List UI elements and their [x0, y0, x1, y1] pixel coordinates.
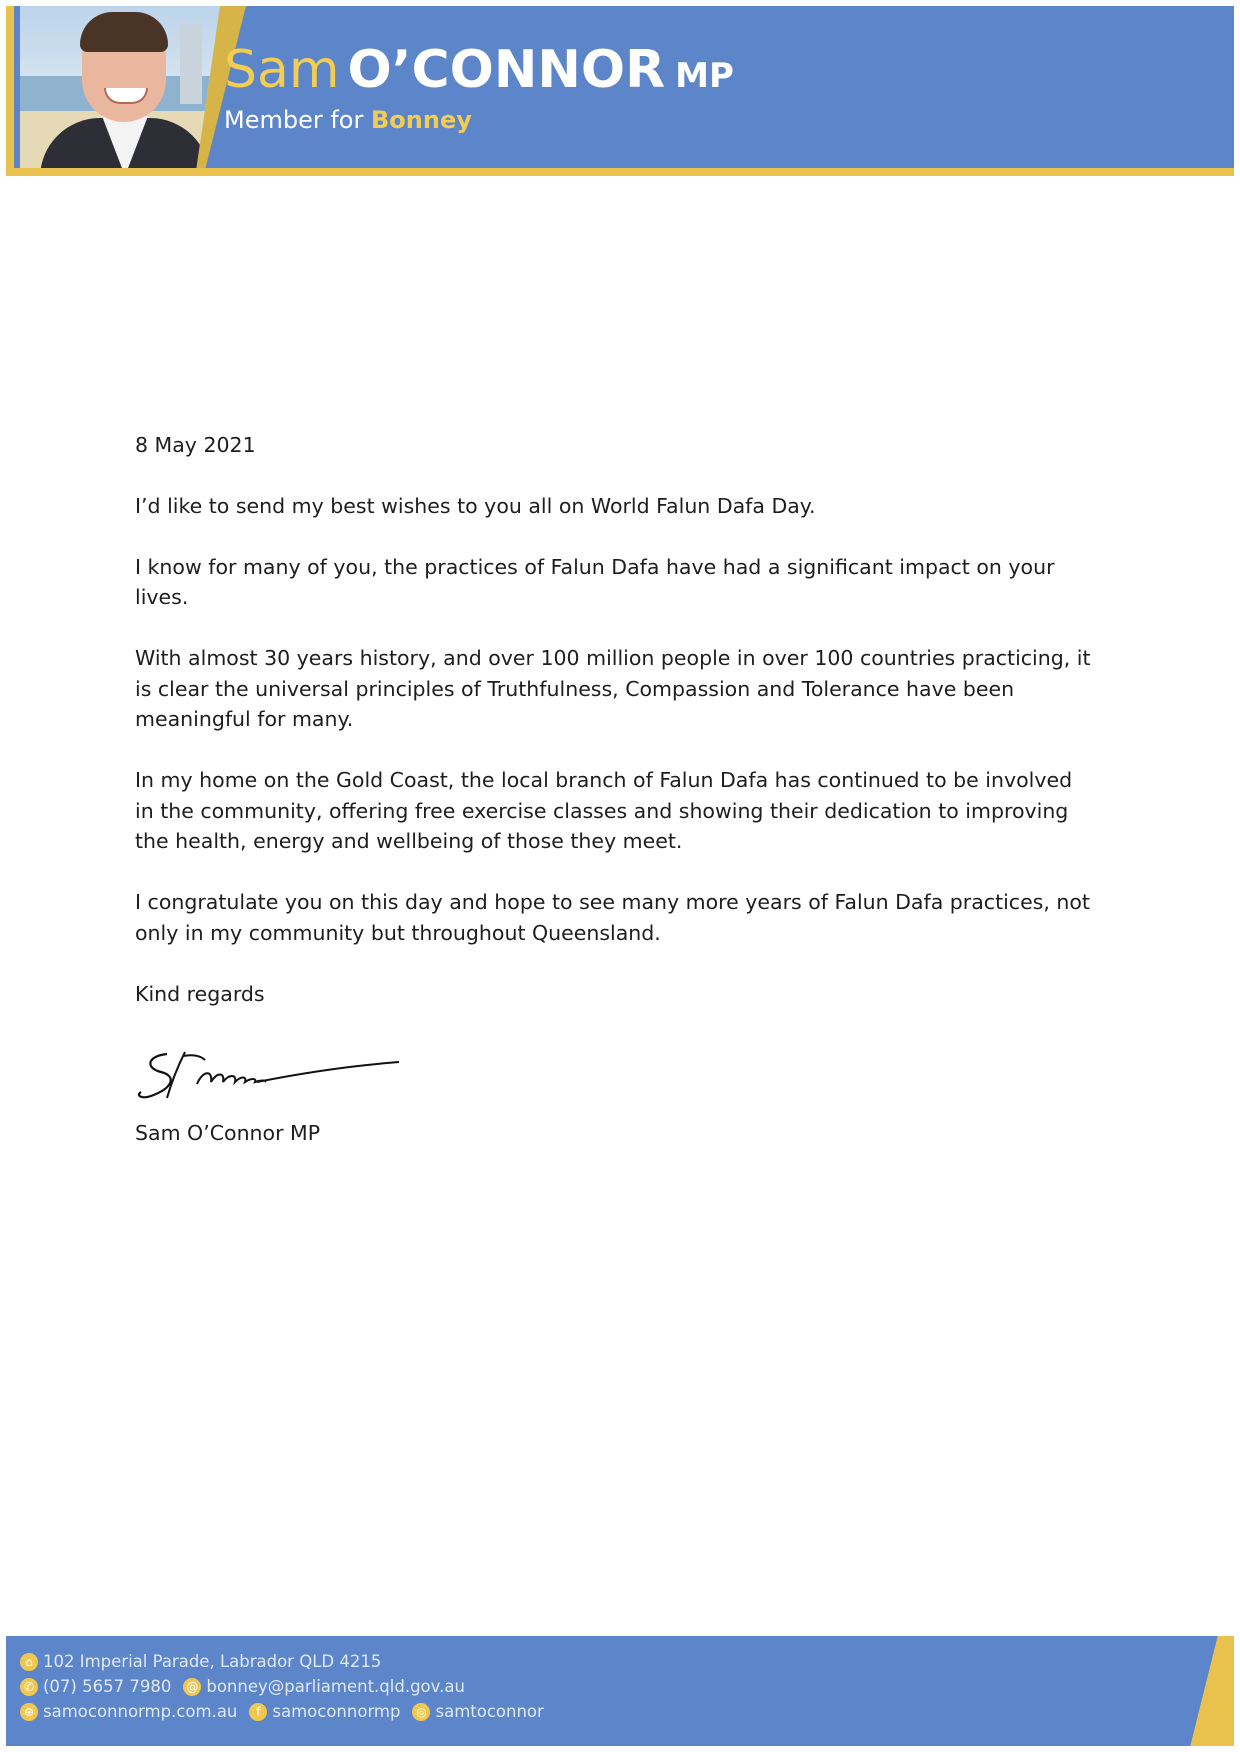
instagram-handle[interactable]: samtoconnor [435, 1702, 544, 1721]
email-icon: @ [183, 1678, 201, 1696]
instagram-icon: ◎ [412, 1703, 430, 1721]
office-email[interactable]: bonney@parliament.qld.gov.au [206, 1677, 465, 1696]
signature-graphic [127, 1044, 407, 1114]
letter-paragraph: I know for many of you, the practices of Falun Dafa have had a significant impact on your lives. [135, 554, 1055, 609]
letter-paragraph: In my home on the Gold Coast, the local branch of Falun Dafa has continued to be involved in the community, offering free exercise classes and showing their dedication to improving the health, energy and wellbeing of those they meet. [135, 768, 1073, 853]
letter-paragraph: I’d like to send my best wishes to you all on World Falun Dafa Day. [135, 493, 816, 518]
signatory-name: Sam O’Connor MP [135, 1120, 321, 1145]
website-link[interactable]: samoconnormp.com.au [43, 1702, 238, 1721]
letter-closing: Kind regards [135, 981, 265, 1006]
letterhead-banner [6, 6, 1234, 176]
footer-contact-row [20, 1677, 465, 1696]
facebook-icon: f [249, 1703, 267, 1721]
banner-gold-bar [6, 168, 1234, 176]
office-address: 102 Imperial Parade, Labrador QLD 4215 [43, 1652, 382, 1671]
facebook-handle[interactable]: samoconnormp [272, 1702, 401, 1721]
member-for-line [224, 106, 472, 134]
footer-address-row [20, 1652, 381, 1671]
banner-gold-edge [6, 6, 14, 176]
mp-portrait-photo [20, 6, 220, 171]
phone-icon: ✆ [20, 1678, 38, 1696]
mp-first-name: Sam [224, 40, 340, 100]
home-icon: ⌂ [20, 1653, 38, 1671]
letterhead-footer [6, 1636, 1234, 1746]
web-icon: ⊕ [20, 1703, 38, 1721]
letter-paragraph: With almost 30 years history, and over 100 million people in over 100 countries practicing, it is clear the universal principles of Truthfulness, Compassion and Tolerance have been meaningful for many. [135, 646, 1091, 731]
mp-name-title [224, 40, 734, 100]
letter-body [135, 430, 1095, 1179]
footer-social-row [20, 1702, 544, 1721]
handwritten-signature [135, 1040, 1095, 1118]
mp-suffix: MP [675, 56, 734, 96]
electorate-name: Bonney [371, 106, 472, 134]
office-phone[interactable]: (07) 5657 7980 [43, 1677, 172, 1696]
mp-last-name: O’CONNOR [347, 40, 666, 100]
letter-paragraph: I congratulate you on this day and hope to see many more years of Falun Dafa practices, not only in my community but throughout Queensland. [135, 890, 1090, 945]
member-for-label: Member for [224, 106, 364, 134]
letter-date: 8 May 2021 [135, 433, 256, 457]
